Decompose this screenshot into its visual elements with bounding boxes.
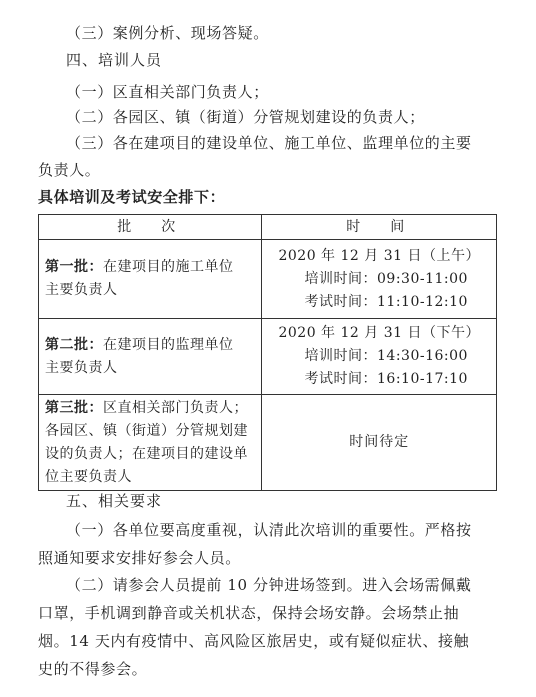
batch-desc-line: 主要负责人 [45,282,118,298]
table-header-row [39,215,497,240]
exam-time: 考试时间：11:10-12:10 [304,293,468,310]
batch-desc-line: 设的负责人；在建项目的建设单 [45,445,248,462]
batch-desc-line: 各园区、镇（街道）分管规划建 [45,422,248,439]
time-tbd: 时间待定 [349,434,410,450]
table-row [39,319,497,395]
table-row [39,240,497,319]
batch-cell [39,319,262,395]
section4-item1: （一）区直相关部门负责人； [66,83,269,101]
batch-cell [39,395,262,491]
date-text: 2020 年 12 月 31 日（下午） [278,325,480,341]
section5-line: 口罩，手机调到静音或关机状态，保持会场安静。会场禁止抽 [38,604,460,622]
batch-label: 第一批： [45,259,103,275]
batch-desc-line: 主要负责人 [45,359,118,376]
training-time: 培训时间：14:30-16:00 [304,348,468,364]
time-cell [262,240,497,319]
section5-line: （一）各单位要高度重视，认清此次培训的重要性。严格按 [66,521,472,539]
date-text: 2020 年 12 月 31 日（上午） [278,247,480,264]
section4-item2: （二）各园区、镇（街道）分管规划建设的负责人； [66,108,425,126]
training-time: 培训时间：09:30-11:00 [304,270,468,287]
batch-desc-line: 位主要负责人 [45,468,132,485]
section4-title: 四、培训人员 [66,51,163,69]
header-time: 时 间 [262,215,497,240]
batch-label: 第二批： [45,336,103,353]
section4-item3: （三）各在建项目的建设单位、施工单位、监理单位的主要 [66,134,472,152]
exam-time: 考试时间：16:10-17:10 [304,371,468,387]
batch-cell [39,240,262,319]
section5-line: 照通知要求安排好参会人员。 [38,549,241,567]
section5-title: 五、相关要求 [66,492,163,510]
schedule-intro: 具体培训及考试安全排下： [38,188,226,206]
section5-line: 史的不得参会。 [38,660,148,678]
table-row [39,395,497,491]
batch-label: 第三批： [45,399,103,416]
batch-desc-line: 在建项目的监理单位 [103,336,234,353]
time-cell [262,319,497,395]
section5-line: （二）请参会人员提前 10 分钟进场签到。进入会场需佩戴 [66,576,472,594]
section3-item3: （三）案例分析、现场答疑。 [66,24,269,42]
batch-desc-line: 区直相关部门负责人； [103,399,248,416]
schedule-table [38,214,497,491]
batch-desc-line: 在建项目的施工单位 [103,259,234,275]
section4-item3-continued: 负责人。 [38,161,101,179]
header-batch: 批 次 [39,215,262,240]
section5-line: 烟。14 天内有疫情中、高风险区旅居史，或有疑似症状、接触 [38,632,470,650]
time-cell [262,395,497,491]
